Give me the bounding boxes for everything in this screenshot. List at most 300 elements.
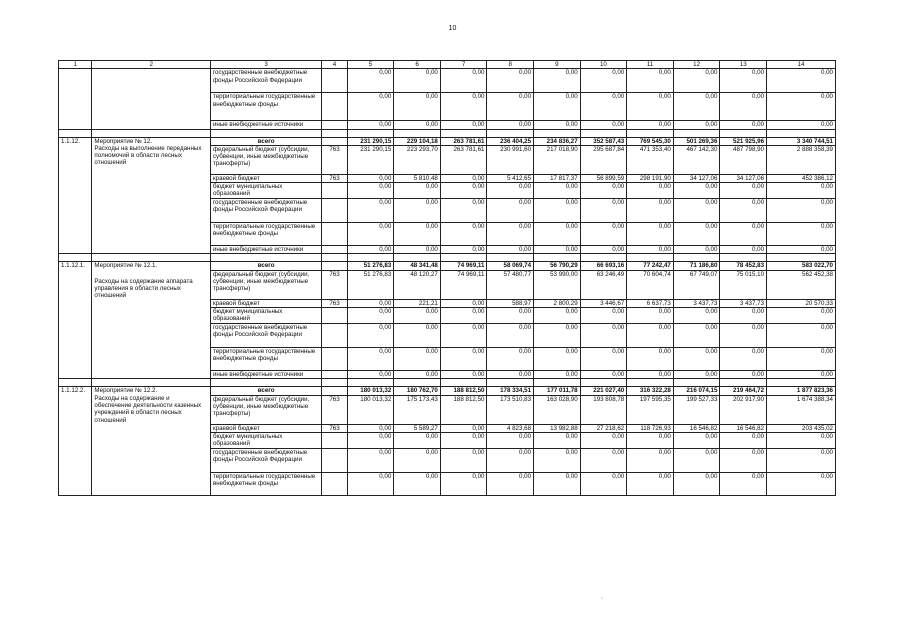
value-cell: 0,00 xyxy=(394,246,441,254)
spacer-cell xyxy=(59,254,92,262)
value-cell: 3 437,73 xyxy=(720,299,767,307)
value-cell: 188 812,50 xyxy=(440,395,487,424)
spacer-cell xyxy=(347,379,394,387)
value-cell: 0,00 xyxy=(673,308,720,324)
event-title: Мероприятие № 12. xyxy=(94,137,152,145)
value-cell: 0,00 xyxy=(347,472,394,495)
value-cell: 180 013,32 xyxy=(347,395,394,424)
budget-table xyxy=(58,60,836,496)
budget-code xyxy=(322,69,347,93)
value-cell: 0,00 xyxy=(627,448,674,472)
budget-code xyxy=(322,262,347,270)
value-cell: 0,00 xyxy=(534,199,581,223)
value-cell: 0,00 xyxy=(347,174,394,182)
value-cell: 17 817,37 xyxy=(534,174,581,182)
spacer-cell xyxy=(534,254,581,262)
value-cell: 0,00 xyxy=(347,324,394,348)
code-cell-empty xyxy=(59,69,92,129)
value-cell: 0,00 xyxy=(580,448,627,472)
col-header: 12 xyxy=(673,61,720,69)
value-cell: 0,00 xyxy=(673,246,720,254)
source-name: краевой бюджет xyxy=(210,424,321,432)
source-name: территориальные государственные внебюджетные фонды xyxy=(210,472,321,495)
source-name: федеральный бюджет (субсидии, субвенции, иные межбюджетные трансферты) xyxy=(210,145,321,174)
value-cell: 70 604,74 xyxy=(627,270,674,299)
value-cell: 0,00 xyxy=(394,93,441,121)
spacer-cell xyxy=(767,254,836,262)
col-header: 11 xyxy=(627,61,674,69)
value-cell: 16 546,82 xyxy=(720,424,767,432)
value-cell: 452 386,12 xyxy=(767,174,836,182)
value-cell: 0,00 xyxy=(720,93,767,121)
spacer-cell xyxy=(487,129,534,137)
value-cell: 0,00 xyxy=(440,199,487,223)
value-cell: 48 341,48 xyxy=(394,262,441,270)
col-header: 10 xyxy=(580,61,627,69)
event-description xyxy=(92,262,211,379)
value-cell: 0,00 xyxy=(487,183,534,199)
value-cell: 0,00 xyxy=(627,246,674,254)
value-cell: 5 589,27 xyxy=(394,424,441,432)
value-cell: 0,00 xyxy=(673,121,720,129)
value-cell: 0,00 xyxy=(720,371,767,379)
value-cell: 0,00 xyxy=(440,448,487,472)
value-cell: 3 437,73 xyxy=(673,299,720,307)
budget-code xyxy=(322,137,347,145)
value-cell: 0,00 xyxy=(394,324,441,348)
spacer-cell xyxy=(59,129,92,137)
source-name: государственные внебюджетные фонды Российской Федерации xyxy=(210,324,321,348)
value-cell: 1 877 823,36 xyxy=(767,387,836,395)
total-row xyxy=(59,137,836,145)
value-cell: 0,00 xyxy=(394,121,441,129)
value-cell: 56 899,59 xyxy=(580,174,627,182)
value-cell: 0,00 xyxy=(627,432,674,448)
value-cell: 3 446,67 xyxy=(580,299,627,307)
value-cell: 0,00 xyxy=(487,199,534,223)
value-cell: 0,00 xyxy=(487,121,534,129)
value-cell: 0,00 xyxy=(394,432,441,448)
value-cell: 0,00 xyxy=(580,308,627,324)
value-cell: 0,00 xyxy=(627,308,674,324)
value-cell: 180 762,70 xyxy=(394,387,441,395)
value-cell: 230 991,60 xyxy=(487,145,534,174)
spacer-cell xyxy=(59,379,92,387)
value-cell: 0,00 xyxy=(347,424,394,432)
value-cell: 180 013,32 xyxy=(347,387,394,395)
value-cell: 0,00 xyxy=(627,199,674,223)
spacer-cell xyxy=(720,379,767,387)
spacer-cell xyxy=(580,129,627,137)
budget-code: 763 xyxy=(322,270,347,299)
value-cell: 118 726,93 xyxy=(627,424,674,432)
spacer-row xyxy=(59,379,836,387)
value-cell: 216 074,15 xyxy=(673,387,720,395)
source-name: всего xyxy=(210,137,321,145)
value-cell: 0,00 xyxy=(627,183,674,199)
value-cell: 0,00 xyxy=(487,223,534,246)
col-header: 13 xyxy=(720,61,767,69)
spacer-cell xyxy=(394,379,441,387)
value-cell: 3 340 744,51 xyxy=(767,137,836,145)
value-cell: 175 173,43 xyxy=(394,395,441,424)
value-cell: 0,00 xyxy=(720,348,767,371)
value-cell: 471 353,40 xyxy=(627,145,674,174)
value-cell: 0,00 xyxy=(673,432,720,448)
value-cell: 221,21 xyxy=(394,299,441,307)
event-title: Мероприятие № 12.2. xyxy=(94,387,158,395)
value-cell: 0,00 xyxy=(534,308,581,324)
event-code: 1.1.12.1. xyxy=(59,262,92,379)
value-cell: 48 120,27 xyxy=(394,270,441,299)
value-cell: 5 412,65 xyxy=(487,174,534,182)
budget-code: 763 xyxy=(322,424,347,432)
value-cell: 0,00 xyxy=(394,308,441,324)
value-cell: 0,00 xyxy=(720,432,767,448)
budget-code: 763 xyxy=(322,174,347,182)
value-cell: 0,00 xyxy=(767,448,836,472)
value-cell: 0,00 xyxy=(767,324,836,348)
value-cell: 0,00 xyxy=(440,223,487,246)
event-description xyxy=(92,387,211,496)
value-cell: 0,00 xyxy=(580,121,627,129)
value-cell: 0,00 xyxy=(767,246,836,254)
value-cell: 0,00 xyxy=(720,223,767,246)
value-cell: 0,00 xyxy=(580,371,627,379)
col-header: 8 xyxy=(487,61,534,69)
value-cell: 0,00 xyxy=(440,371,487,379)
value-cell: 0,00 xyxy=(627,93,674,121)
event-desc: Расходы на выполнение переданных полномочий в области лесных отношений xyxy=(94,144,202,167)
event-code: 1.1.12. xyxy=(59,137,92,254)
event-desc: Расходы на содержание и обеспечение деятельности казенных учреждений в области лесных отношений xyxy=(94,394,202,424)
value-cell: 223 293,70 xyxy=(394,145,441,174)
value-cell: 27 218,62 xyxy=(580,424,627,432)
value-cell: 0,00 xyxy=(440,308,487,324)
value-cell: 0,00 xyxy=(534,69,581,93)
value-cell: 77 242,47 xyxy=(627,262,674,270)
header-row xyxy=(59,61,836,69)
source-name: бюджет муниципальных образований xyxy=(210,183,321,199)
value-cell: 0,00 xyxy=(440,432,487,448)
value-cell: 53 990,00 xyxy=(534,270,581,299)
value-cell: 58 069,74 xyxy=(487,262,534,270)
value-cell: 0,00 xyxy=(580,183,627,199)
value-cell: 0,00 xyxy=(440,69,487,93)
spacer-cell xyxy=(534,129,581,137)
budget-code xyxy=(322,324,347,348)
source-name: всего xyxy=(210,387,321,395)
value-cell: 0,00 xyxy=(627,348,674,371)
spacer-cell xyxy=(627,129,674,137)
value-cell: 199 527,33 xyxy=(673,395,720,424)
value-cell: 769 545,30 xyxy=(627,137,674,145)
spacer-cell xyxy=(322,254,347,262)
value-cell: 0,00 xyxy=(720,308,767,324)
value-cell: 263 781,61 xyxy=(440,137,487,145)
spacer-cell xyxy=(394,254,441,262)
source-name: территориальные государственные внебюджетные фонды xyxy=(210,223,321,246)
value-cell: 0,00 xyxy=(534,448,581,472)
value-cell: 0,00 xyxy=(394,472,441,495)
spacer-cell xyxy=(534,379,581,387)
spacer-cell xyxy=(92,129,211,137)
spacer-cell xyxy=(440,379,487,387)
value-cell: 298 191,90 xyxy=(627,174,674,182)
value-cell: 0,00 xyxy=(767,371,836,379)
value-cell: 521 925,96 xyxy=(720,137,767,145)
spacer-cell xyxy=(487,254,534,262)
value-cell: 163 028,90 xyxy=(534,395,581,424)
source-name: федеральный бюджет (субсидии, субвенции, иные межбюджетные трансферты) xyxy=(210,395,321,424)
source-name: краевой бюджет xyxy=(210,299,321,307)
value-cell: 0,00 xyxy=(440,324,487,348)
value-cell: 0,00 xyxy=(627,69,674,93)
spacer-cell xyxy=(627,254,674,262)
value-cell: 20 570,33 xyxy=(767,299,836,307)
value-cell: 0,00 xyxy=(720,69,767,93)
value-cell: 0,00 xyxy=(720,121,767,129)
value-cell: 0,00 xyxy=(580,93,627,121)
value-cell: 203 435,02 xyxy=(767,424,836,432)
budget-code xyxy=(322,223,347,246)
value-cell: 0,00 xyxy=(534,371,581,379)
value-cell: 0,00 xyxy=(347,299,394,307)
value-cell: 0,00 xyxy=(720,183,767,199)
source-name: иные внебюджетные источники xyxy=(210,246,321,254)
value-cell: 193 808,78 xyxy=(580,395,627,424)
value-cell: 173 510,83 xyxy=(487,395,534,424)
value-cell: 234 836,27 xyxy=(534,137,581,145)
value-cell: 0,00 xyxy=(767,199,836,223)
value-cell: 188 812,50 xyxy=(440,387,487,395)
value-cell: 0,00 xyxy=(767,121,836,129)
value-cell: 487 798,90 xyxy=(720,145,767,174)
spacer-cell xyxy=(767,379,836,387)
spacer-cell xyxy=(440,129,487,137)
source-name: бюджет муниципальных образований xyxy=(210,308,321,324)
value-cell: 74 969,11 xyxy=(440,270,487,299)
spacer-row xyxy=(59,254,836,262)
value-cell: 0,00 xyxy=(394,183,441,199)
spacer-cell xyxy=(627,379,674,387)
value-cell: 197 595,35 xyxy=(627,395,674,424)
value-cell: 0,00 xyxy=(720,324,767,348)
event-desc: Расходы на содержание аппарата управления в области лесных отношений xyxy=(94,277,193,300)
value-cell: 0,00 xyxy=(673,324,720,348)
source-name: государственные внебюджетные фонды Российской Федерации xyxy=(210,69,321,93)
value-cell: 0,00 xyxy=(534,93,581,121)
value-cell: 217 018,90 xyxy=(534,145,581,174)
value-cell: 0,00 xyxy=(767,93,836,121)
value-cell: 0,00 xyxy=(627,121,674,129)
value-cell: 0,00 xyxy=(487,93,534,121)
col-header: 1 xyxy=(59,61,92,69)
value-cell: 0,00 xyxy=(580,472,627,495)
col-header: 14 xyxy=(767,61,836,69)
value-cell: 178 334,51 xyxy=(487,387,534,395)
value-cell: 0,00 xyxy=(347,246,394,254)
value-cell: 0,00 xyxy=(347,69,394,93)
value-cell: 0,00 xyxy=(440,424,487,432)
source-name: государственные внебюджетные фонды Российской Федерации xyxy=(210,199,321,223)
value-cell: 467 142,30 xyxy=(673,145,720,174)
spacer-cell xyxy=(210,129,321,137)
event-title: Мероприятие № 12.1. xyxy=(94,262,158,270)
value-cell: 34 127,06 xyxy=(720,174,767,182)
value-cell: 0,00 xyxy=(440,348,487,371)
value-cell: 0,00 xyxy=(534,121,581,129)
budget-code xyxy=(322,246,347,254)
value-cell: 0,00 xyxy=(440,174,487,182)
value-cell: 0,00 xyxy=(767,183,836,199)
total-row xyxy=(59,387,836,395)
value-cell: 501 269,36 xyxy=(673,137,720,145)
col-header: 2 xyxy=(92,61,211,69)
event-code: 1.1.12.2. xyxy=(59,387,92,496)
value-cell: 0,00 xyxy=(347,348,394,371)
value-cell: 0,00 xyxy=(534,472,581,495)
value-cell: 0,00 xyxy=(627,472,674,495)
value-cell: 0,00 xyxy=(394,223,441,246)
value-cell: 0,00 xyxy=(487,472,534,495)
value-cell: 0,00 xyxy=(534,246,581,254)
value-cell: 0,00 xyxy=(487,308,534,324)
value-cell: 562 452,38 xyxy=(767,270,836,299)
value-cell: 0,00 xyxy=(673,93,720,121)
value-cell: 56 790,29 xyxy=(534,262,581,270)
value-cell: 0,00 xyxy=(347,223,394,246)
source-name: государственные внебюджетные фонды Российской Федерации xyxy=(210,448,321,472)
budget-code xyxy=(322,432,347,448)
total-row xyxy=(59,262,836,270)
spacer-cell xyxy=(487,379,534,387)
budget-code: 763 xyxy=(322,145,347,174)
value-cell: 0,00 xyxy=(673,348,720,371)
spacer-cell xyxy=(322,129,347,137)
value-cell: 0,00 xyxy=(440,93,487,121)
value-cell: 0,00 xyxy=(487,324,534,348)
value-cell: 6 637,73 xyxy=(627,299,674,307)
value-cell: 63 246,49 xyxy=(580,270,627,299)
spacer-cell xyxy=(210,379,321,387)
source-name: федеральный бюджет (субсидии, субвенции, иные межбюджетные трансферты) xyxy=(210,270,321,299)
value-cell: 2 888 358,39 xyxy=(767,145,836,174)
col-header: 7 xyxy=(440,61,487,69)
value-cell: 78 452,83 xyxy=(720,262,767,270)
value-cell: 4 823,68 xyxy=(487,424,534,432)
value-cell: 0,00 xyxy=(440,121,487,129)
value-cell: 1 674 388,34 xyxy=(767,395,836,424)
value-cell: 13 982,88 xyxy=(534,424,581,432)
value-cell: 0,00 xyxy=(394,199,441,223)
budget-code xyxy=(322,93,347,121)
source-name: краевой бюджет xyxy=(210,174,321,182)
budget-code xyxy=(322,308,347,324)
value-cell: 0,00 xyxy=(487,432,534,448)
value-cell: 219 464,72 xyxy=(720,387,767,395)
value-cell: 66 693,16 xyxy=(580,262,627,270)
value-cell: 0,00 xyxy=(347,448,394,472)
event-description xyxy=(92,137,211,254)
value-cell: 0,00 xyxy=(580,223,627,246)
value-cell: 34 127,06 xyxy=(673,174,720,182)
value-cell: 0,00 xyxy=(347,199,394,223)
value-cell: 0,00 xyxy=(627,371,674,379)
spacer-cell xyxy=(394,129,441,137)
value-cell: 0,00 xyxy=(580,199,627,223)
source-name: территориальные государственные внебюджетные фонды xyxy=(210,93,321,121)
value-cell: 0,00 xyxy=(487,246,534,254)
spacer-cell xyxy=(720,254,767,262)
spacer-cell xyxy=(92,379,211,387)
value-cell: 0,00 xyxy=(767,223,836,246)
spacer-cell xyxy=(673,129,720,137)
value-cell: 51 276,83 xyxy=(347,262,394,270)
value-cell: 0,00 xyxy=(767,472,836,495)
value-cell: 0,00 xyxy=(767,348,836,371)
value-cell: 0,00 xyxy=(487,371,534,379)
value-cell: 0,00 xyxy=(720,472,767,495)
value-cell: 231 290,15 xyxy=(347,145,394,174)
value-cell: 0,00 xyxy=(580,432,627,448)
value-cell: 67 749,07 xyxy=(673,270,720,299)
spacer-cell xyxy=(440,254,487,262)
col-header: 9 xyxy=(534,61,581,69)
value-cell: 231 290,15 xyxy=(347,137,394,145)
spacer-cell xyxy=(673,379,720,387)
budget-code xyxy=(322,387,347,395)
value-cell: 0,00 xyxy=(673,371,720,379)
value-cell: 588,97 xyxy=(487,299,534,307)
value-cell: 0,00 xyxy=(720,199,767,223)
value-cell: 0,00 xyxy=(673,199,720,223)
col-header: 6 xyxy=(394,61,441,69)
value-cell: 0,00 xyxy=(720,246,767,254)
col-header: 3 xyxy=(210,61,321,69)
value-cell: 0,00 xyxy=(580,69,627,93)
value-cell: 229 104,18 xyxy=(394,137,441,145)
value-cell: 71 186,80 xyxy=(673,262,720,270)
value-cell: 0,00 xyxy=(673,223,720,246)
col-header: 5 xyxy=(347,61,394,69)
source-name: бюджет муниципальных образований xyxy=(210,432,321,448)
value-cell: 0,00 xyxy=(673,448,720,472)
spacer-cell xyxy=(92,254,211,262)
source-name: иные внебюджетные источники xyxy=(210,121,321,129)
value-cell: 316 322,28 xyxy=(627,387,674,395)
table-row xyxy=(59,69,836,93)
value-cell: 0,00 xyxy=(347,93,394,121)
value-cell: 583 022,70 xyxy=(767,262,836,270)
value-cell: 2 800,29 xyxy=(534,299,581,307)
value-cell: 0,00 xyxy=(347,183,394,199)
spacer-cell xyxy=(580,379,627,387)
value-cell: 0,00 xyxy=(580,246,627,254)
value-cell: 0,00 xyxy=(767,69,836,93)
scan-mark: * xyxy=(601,597,603,603)
value-cell: 0,00 xyxy=(440,183,487,199)
budget-code xyxy=(322,448,347,472)
budget-code: 763 xyxy=(322,299,347,307)
col-header: 4 xyxy=(322,61,347,69)
spacer-cell xyxy=(767,129,836,137)
value-cell: 0,00 xyxy=(534,183,581,199)
budget-code xyxy=(322,183,347,199)
value-cell: 221 027,40 xyxy=(580,387,627,395)
spacer-cell xyxy=(347,129,394,137)
value-cell: 0,00 xyxy=(673,183,720,199)
